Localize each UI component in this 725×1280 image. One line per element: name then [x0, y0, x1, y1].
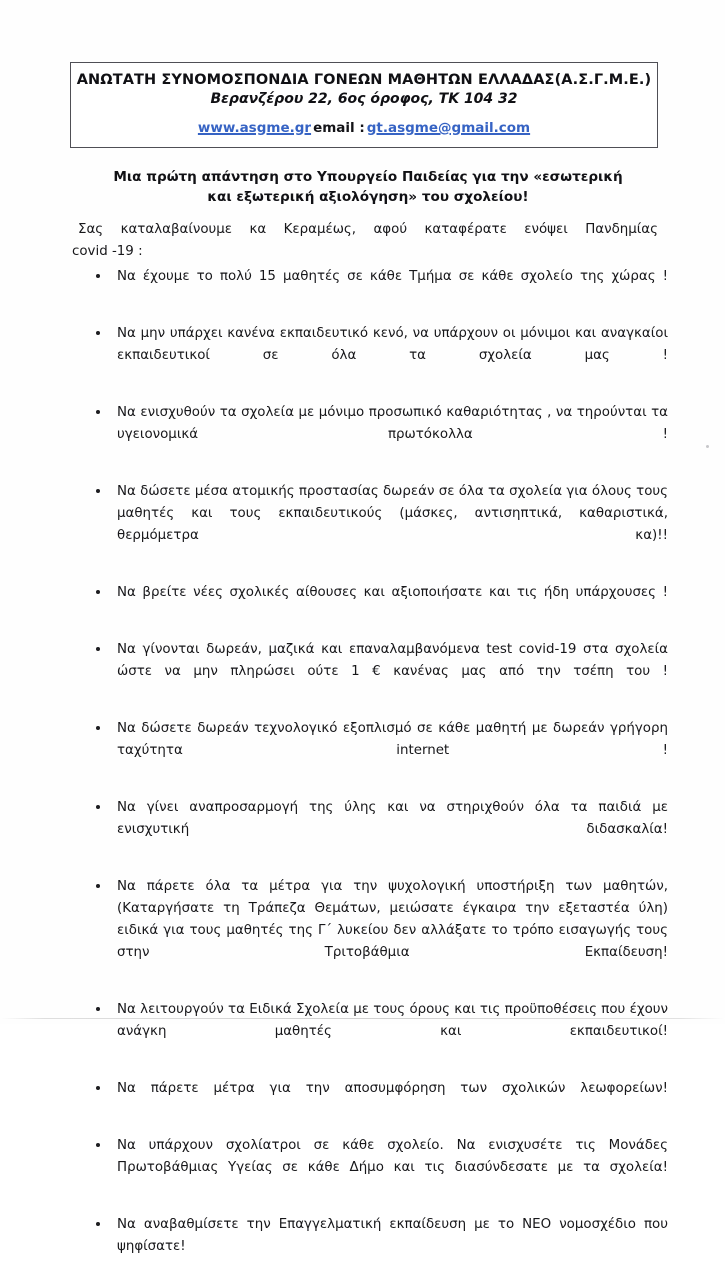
website-link[interactable]: www.asgme.gr — [197, 120, 312, 137]
page-bottom-edge — [0, 1018, 725, 1019]
page-title — [78, 168, 658, 207]
intro-paragraph — [72, 219, 658, 262]
demand-text: Να έχουμε το πολύ 15 μαθητές σε κάθε Τμήμα σε κάθε σχολείο της χώρας ! — [117, 269, 668, 284]
demand-item — [90, 718, 668, 784]
demand-text: Να μην υπάρχει κανένα εκπαιδευτικό κενό, να υπάρχουν οι μόνιμοι και αναγκαίοι εκπαιδευτικοί σε όλα τα σχολεία μας ! — [117, 326, 668, 364]
title-line-2: και εξωτερική αξιολόγηση» του σχολείου! — [207, 188, 529, 205]
demand-text: Να βρείτε νέες σχολικές αίθουσες και αξιοποιήσατε και τις ήδη υπάρχουσες ! — [117, 585, 668, 601]
demand-item — [90, 481, 668, 568]
demand-item — [90, 266, 668, 310]
demand-text: Να γίνονται δωρεάν, μαζικά και επαναλαμβανόμενα test covid-19 στα σχολεία ώστε να μην πληρώσει ούτε 1 € κανένας μας από την τσέπη του ! — [117, 642, 668, 680]
intro-line-2: covid -19 : — [72, 243, 143, 259]
demand-text: Να ενισχυθούν τα σχολεία με μόνιμο προσωπικό καθαριότητας , να τηρούνται τα υγειονομικά πρωτόκολλα ! — [117, 405, 668, 443]
demand-item — [90, 639, 668, 705]
title-line-1: Μια πρώτη απάντηση στο Υπουργείο Παιδείας για την «εσωτερική — [113, 169, 623, 185]
organization-address: Βερανζέρου 22, 6ος όροφος, ΤΚ 104 32 — [210, 91, 518, 108]
demand-text: Να γίνει αναπροσαρμογή της ύλης και να στηριχθούν όλα τα παιδιά με ενισχυτική διδασκαλία! — [117, 800, 668, 838]
bullet-icon — [96, 647, 100, 651]
demand-item — [90, 323, 668, 389]
bullet-icon — [96, 726, 100, 730]
bullet-icon — [96, 805, 100, 809]
demand-item — [90, 402, 668, 468]
contact-line — [71, 120, 657, 136]
demand-text: Να υπάρχουν σχολίατροι σε κάθε σχολείο. Να ενισχυσέτε τις Μονάδες Πρωτοβάθμιας Υγείας σε κάθε Δήμο και τις διασύνδεσατε με τα σχολεία! — [117, 1138, 668, 1176]
bullet-icon — [96, 1222, 100, 1226]
bullet-icon — [96, 489, 100, 493]
demand-text: Να λειτουργούν τα Ειδικά Σχολεία με τους όρους και τις προϋποθέσεις που έχουν ανάγκη μαθητές και εκπαιδευτικοί! — [117, 1002, 668, 1039]
demand-item — [90, 1078, 668, 1122]
demand-text: Να δώσετε μέσα ατομικής προστασίας δωρεάν σε όλα τα σχολεία για όλους τους μαθητές και τους εκπαιδευτικούς (μάσκες, αντισηπτικά, καθαριστικά, θερμόμετρα κα)!! — [117, 484, 668, 543]
demand-item — [90, 582, 668, 626]
demand-text: Να πάρετε μέτρα για την αποσυμφόρηση των σχολικών λεωφορείων! — [117, 1081, 668, 1097]
bullet-icon — [96, 1143, 100, 1147]
bullet-icon — [96, 331, 100, 335]
letterhead-box — [70, 62, 658, 148]
bullet-icon — [96, 1086, 100, 1090]
demand-item — [90, 797, 668, 863]
organization-name: ΑΝΩΤΑΤΗ ΣΥΝΟΜΟΣΠΟΝΔΙΑ ΓΟΝΕΩΝ ΜΑΘΗΤΩΝ ΕΛΛΑΔΑΣ(Α.Σ.Γ.Μ.Ε.) — [76, 72, 652, 88]
bullet-icon — [96, 274, 100, 278]
demand-item — [90, 999, 668, 1065]
demand-text: Να πάρετε όλα τα μέτρα για την ψυχολογική υποστήριξη των μαθητών, (Καταργήσατε τη Τράπεζα Θεμάτων, μειώσατε έγκαιρα την εξεταστέα ύλη) ειδικά για τους μαθητές της Γ΄ λυκείου δεν αλλάξατε το τρόπο εισαγωγής τους στην Τριτοβάθμια Εκπαίδευση! — [117, 879, 668, 960]
scan-artifact-speck — [706, 445, 709, 448]
demand-item — [90, 1214, 668, 1280]
bullet-icon — [96, 590, 100, 594]
bullet-icon — [96, 410, 100, 414]
demand-item — [90, 1135, 668, 1201]
demand-item — [90, 876, 668, 985]
bullet-icon — [96, 1007, 100, 1011]
demands-list — [90, 266, 668, 1280]
demand-text: Να δώσετε δωρεάν τεχνολογικό εξοπλισμό σε κάθε μαθητή με δωρεάν γρήγορη ταχύτητα internet ! — [117, 721, 668, 759]
email-label: email : — [313, 120, 365, 137]
bullet-icon — [96, 884, 100, 888]
intro-line-1: Σας καταλαβαίνουμε κα Κεραμέως, αφού καταφέρατε ενόψει Πανδημίας — [78, 222, 658, 237]
demand-text: Να αναβαθμίσετε την Επαγγελματική εκπαίδευση με το ΝΕΟ νομοσχέδιο που ψηφίσατε! — [117, 1217, 668, 1255]
email-link[interactable]: gt.asgme@gmail.com — [366, 120, 531, 137]
